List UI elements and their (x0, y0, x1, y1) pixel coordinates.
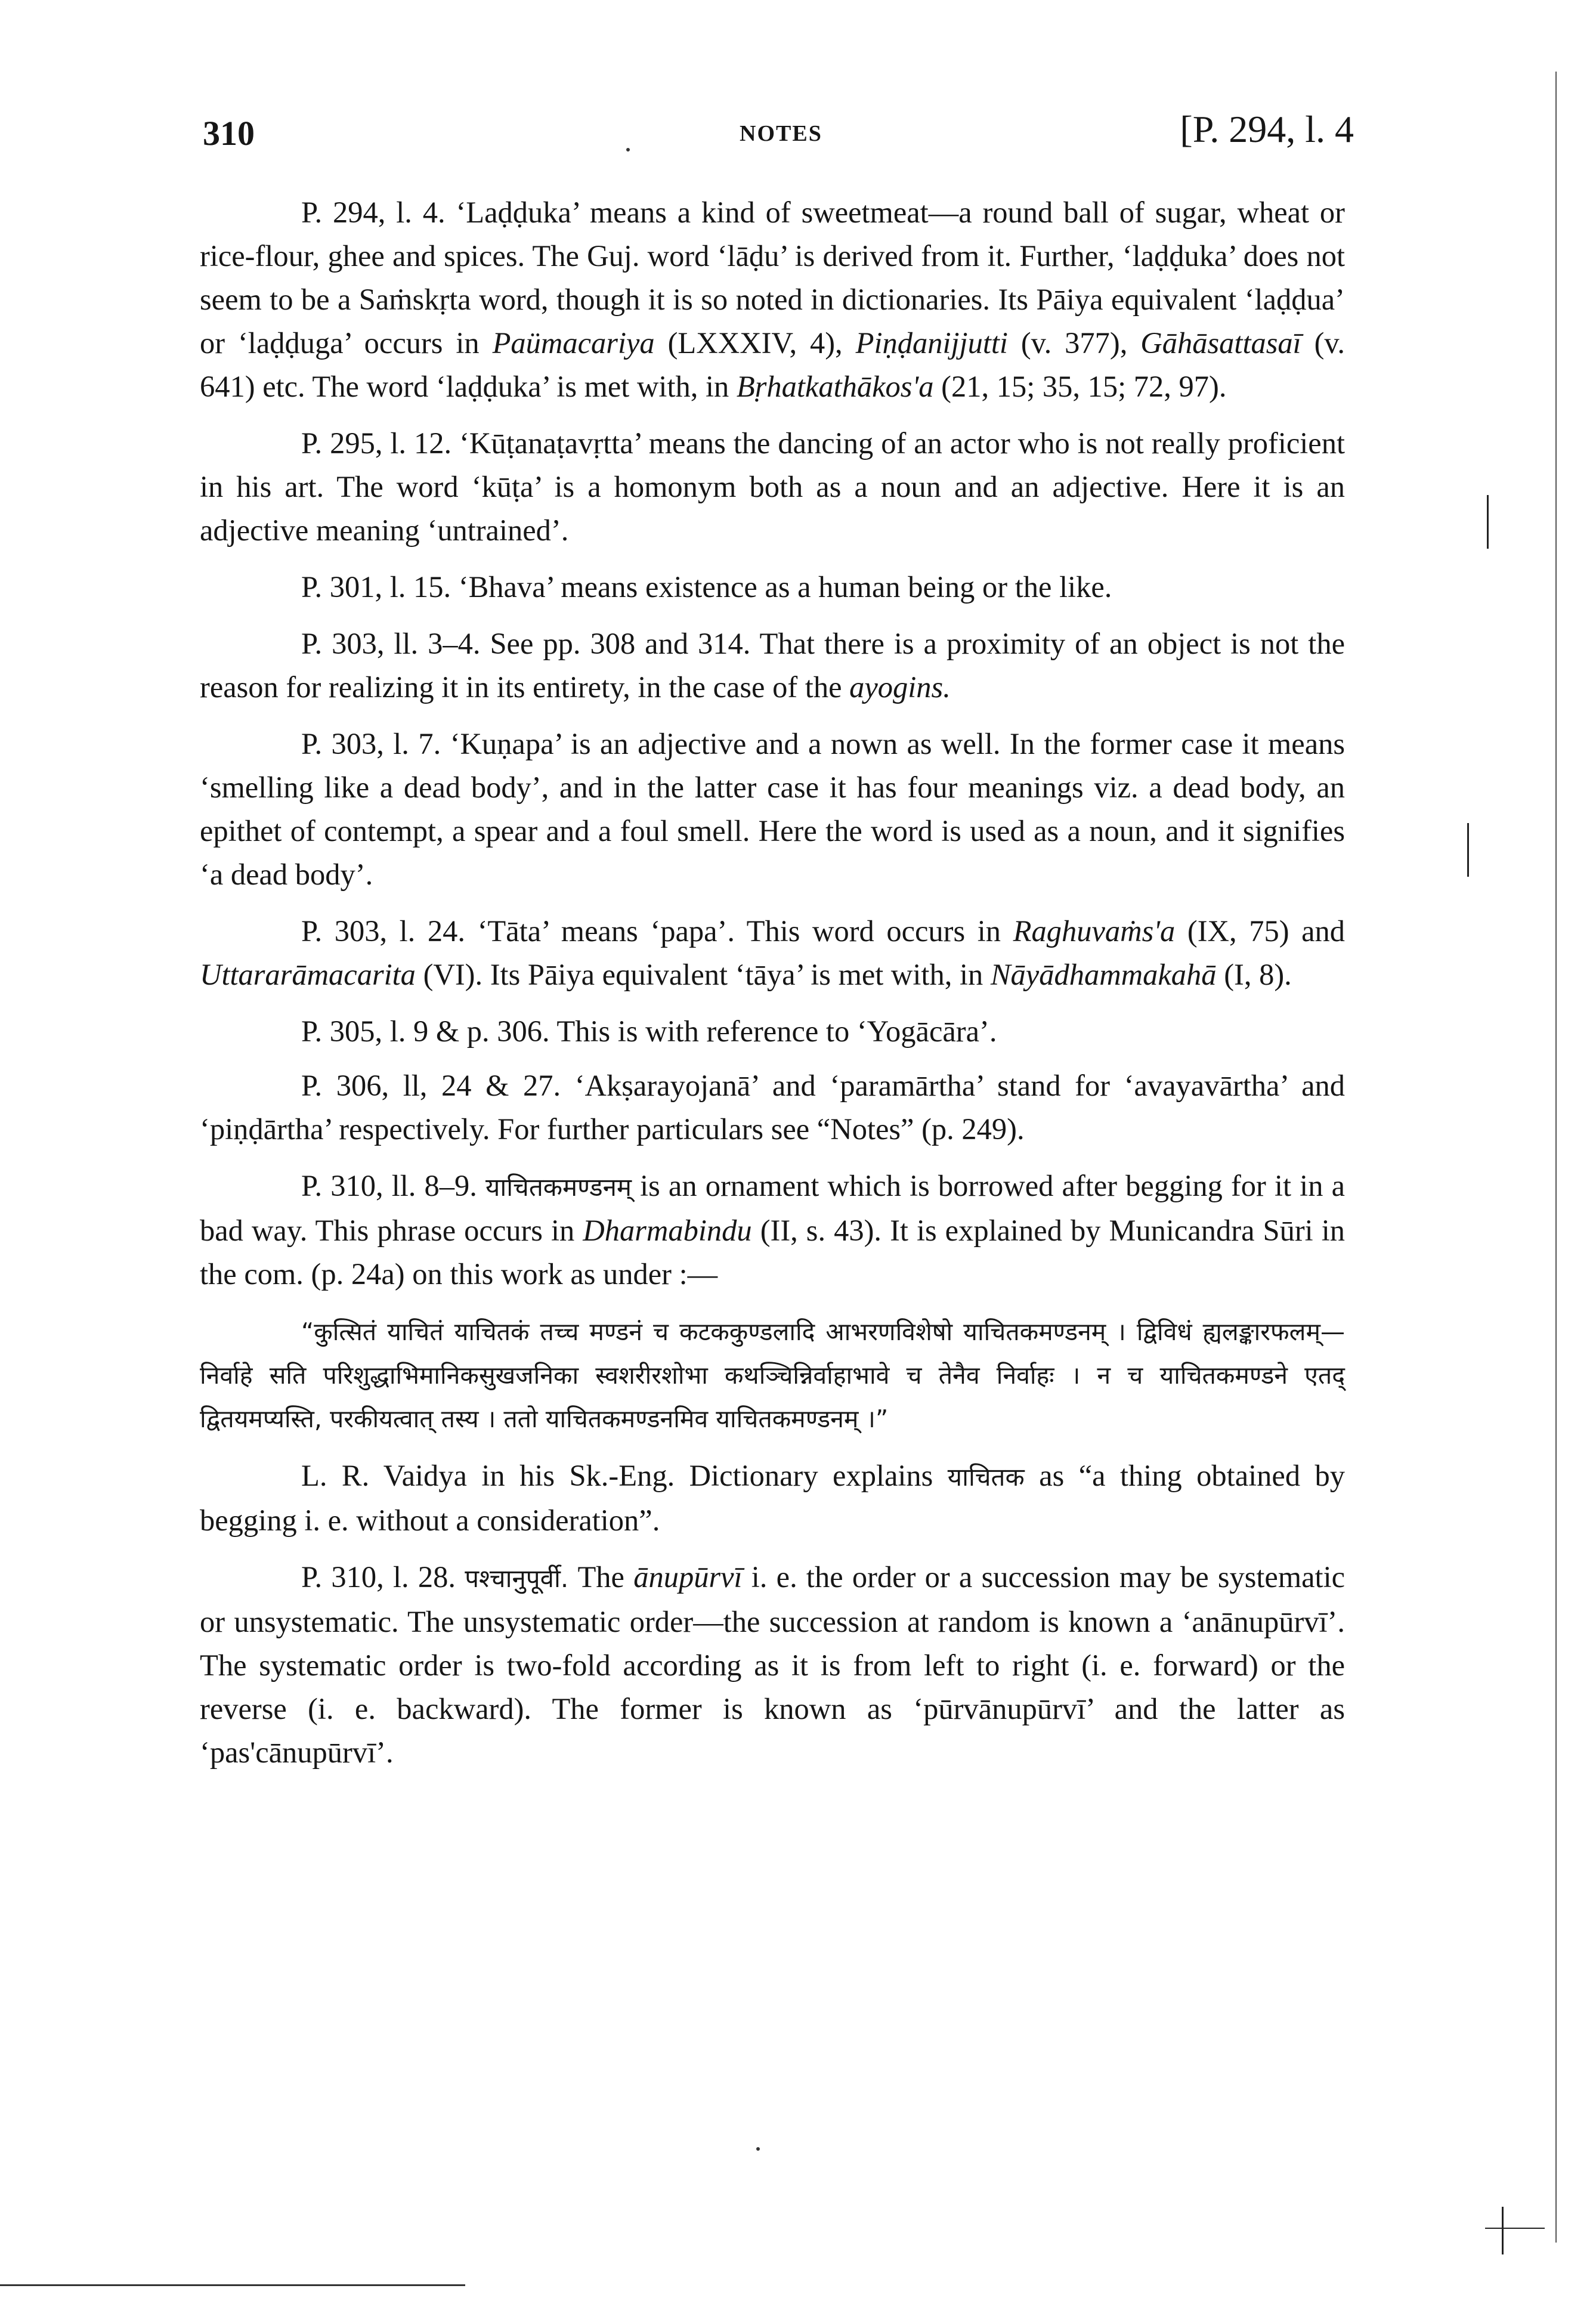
note-text: This is with reference to ‘Yogācāra’. (556, 1015, 997, 1048)
note-ref: P. 295, l. 12. (301, 426, 452, 460)
note-text: (21, 15; 35, 15; 72, 97). (941, 370, 1227, 403)
note-text: The (577, 1560, 624, 1594)
note-p294 (200, 191, 1345, 409)
note-text: (II, s. 43). It is explained by Municandra Sūri in the com. (p. 24a) on this work as under :— (200, 1214, 1346, 1291)
italic-term: ānupūrvī (633, 1560, 743, 1594)
note-p301 (200, 565, 1345, 609)
note-text: (v. 641) etc. The word ‘laḍḍuka’ is met with, in (200, 326, 1346, 403)
scan-edge-mark (1467, 823, 1469, 877)
sanskrit-quotation: “कुत्सितं याचितं याचितकं तच्च मण्डनं च कटककुण्डलादि आभरणविशेषो याचितकमण्डनम् । द्विविधं ह्यलङ्कारफलम्—निर्वाहे सति परिशुद्धाभिमानिकसुखजनिका स्वशरीरशोभा कथञ्चिन्निर्वाहाभावे च तेनैव निर्वाहः । न च याचितकमण्डने एतद् द्वितयमप्यस्ति, परकीयत्वात् तस्य । ततो याचितकमण्डनमिव याचितकमण्डनम् ।” (200, 1317, 1345, 1433)
italic-term: ayogins. (849, 670, 951, 704)
work-title: Bṛhatkathākos'a (736, 370, 934, 403)
note-ref: P. 301, l. 15. (301, 570, 451, 604)
work-title: Raghuvaṁs'a (1013, 914, 1176, 948)
note-ref: P. 306, ll, 24 & 27. (301, 1069, 561, 1102)
page-number: 310 (203, 114, 255, 153)
work-title: Gāhāsattasaī (1140, 326, 1301, 360)
work-title: Piṇḍanijjutti (855, 326, 1008, 360)
scan-edge-mark (1502, 2207, 1504, 2254)
notes-body (200, 191, 1345, 1787)
note-text: (VI). Its Pāiya equivalent ‘tāya’ is met with, in (423, 958, 983, 991)
note-p310-a (200, 1164, 1345, 1296)
note-text: L. R. Vaidya in his Sk.-Eng. Dictionary explains (301, 1459, 933, 1492)
note-vaidya (200, 1454, 1345, 1542)
note-text: ‘Kuṇapa’ is an adjective and a nown as well. In the former case it means ‘smelling like a dead body’, and in the latter case it has four meanings viz. a dead body, an epithet of contempt, a spear and a foul smell. Here the word is used as a noun, and it signifies ‘a dead body’. (200, 727, 1346, 891)
work-title: Dharmabindu (583, 1214, 752, 1247)
note-text: (LXXXIV, 4), (667, 326, 843, 360)
note-ref: P. 305, l. 9 & p. 306. (301, 1015, 550, 1048)
note-p295 (200, 422, 1345, 552)
note-p305 (200, 1010, 1345, 1053)
note-text: ‘Bhava’ means existence as a human being or the like. (458, 570, 1112, 604)
note-text: ‘Akṣarayojanā’ and ‘paramārtha’ stand for ‘avayavārtha’ and ‘piṇḍārtha’ respectively. For further particulars see “Notes” (p. 249). (200, 1069, 1345, 1146)
devanagari-term: याचितकमण्डनम् (485, 1173, 632, 1202)
devanagari-term: याचितक (947, 1462, 1025, 1492)
scan-bottom-edge (0, 2284, 465, 2286)
note-text: (IX, 75) and (1187, 914, 1346, 948)
note-text: i. e. the order or a succession may be systematic or unsystematic. The unsystematic order—the succession at random is known a ‘anānupūrvī’. The systematic order is two-fold according as it is from left to right (i. e. forward) or the reverse (i. e. backward). The former is known as ‘pūrvānupūrvī’ and the latter as ‘pas'cānupūrvī’. (200, 1560, 1346, 1769)
note-p303-c (200, 910, 1345, 997)
note-p303-a (200, 622, 1345, 709)
note-ref: P. 303, ll. 3–4. (301, 627, 481, 660)
devanagari-term: पश्चानुपूर्वी. (465, 1564, 569, 1593)
note-text: ‘Kūṭanaṭavṛtta’ means the dancing of an actor who is not really proficient in his art. The word ‘kūṭa’ is a homonym both as a noun and an adjective. Here it is an adjective meaning ‘untrained’. (200, 426, 1345, 547)
note-p303-b (200, 722, 1345, 896)
note-text: ‘Laḍḍuka’ means a kind of sweetmeat—a round ball of sugar, wheat or rice-flour, ghee and spices. The Guj. word ‘lāḍu’ is derived from it. Further, ‘laḍḍuka’ does not seem to be a Saṁskṛta word, though it is so noted in dictionaries. Its Pāiya equivalent ‘laḍḍua’ or ‘laḍḍuga’ occurs in (200, 196, 1345, 360)
note-ref: P. 303, l. 24. (301, 914, 466, 948)
note-text: ‘Tāta’ means ‘papa’. This word occurs in (477, 914, 1001, 948)
note-ref: P. 294, l. 4. (301, 196, 446, 229)
note-ref: P. 310, l. 28. (301, 1560, 456, 1594)
scan-speck (756, 2147, 760, 2151)
note-ref: P. 303, l. 7. (301, 727, 441, 760)
note-text: (v. 377), (1020, 326, 1128, 360)
scan-edge-mark (1485, 2228, 1545, 2229)
note-text: is an ornament which is borrowed after begging for it in a bad way. This phrase occurs in (200, 1169, 1345, 1247)
note-text: See pp. 308 and 314. That there is a proximity of an object is not the reason for realizing it in its entirety, in the case of the (200, 627, 1345, 704)
page-header (203, 107, 1354, 161)
note-ref: P. 310, ll. 8–9. (301, 1169, 477, 1202)
scan-edge-line (1555, 72, 1557, 2243)
work-title: Nāyādhammakahā (990, 958, 1217, 991)
note-text: as “a thing obtained by begging i. e. without a consideration”. (200, 1459, 1346, 1537)
note-p306 (200, 1064, 1345, 1151)
work-title: Paümacariya (492, 326, 655, 360)
header-reference: [P. 294, l. 4 (1180, 108, 1354, 150)
note-p310-b (200, 1555, 1345, 1774)
scan-speck (626, 148, 630, 151)
note-text: (I, 8). (1224, 958, 1292, 991)
work-title: Uttararāmacarita (200, 958, 416, 991)
running-title: NOTES (740, 121, 822, 146)
scan-edge-mark (1487, 495, 1489, 549)
